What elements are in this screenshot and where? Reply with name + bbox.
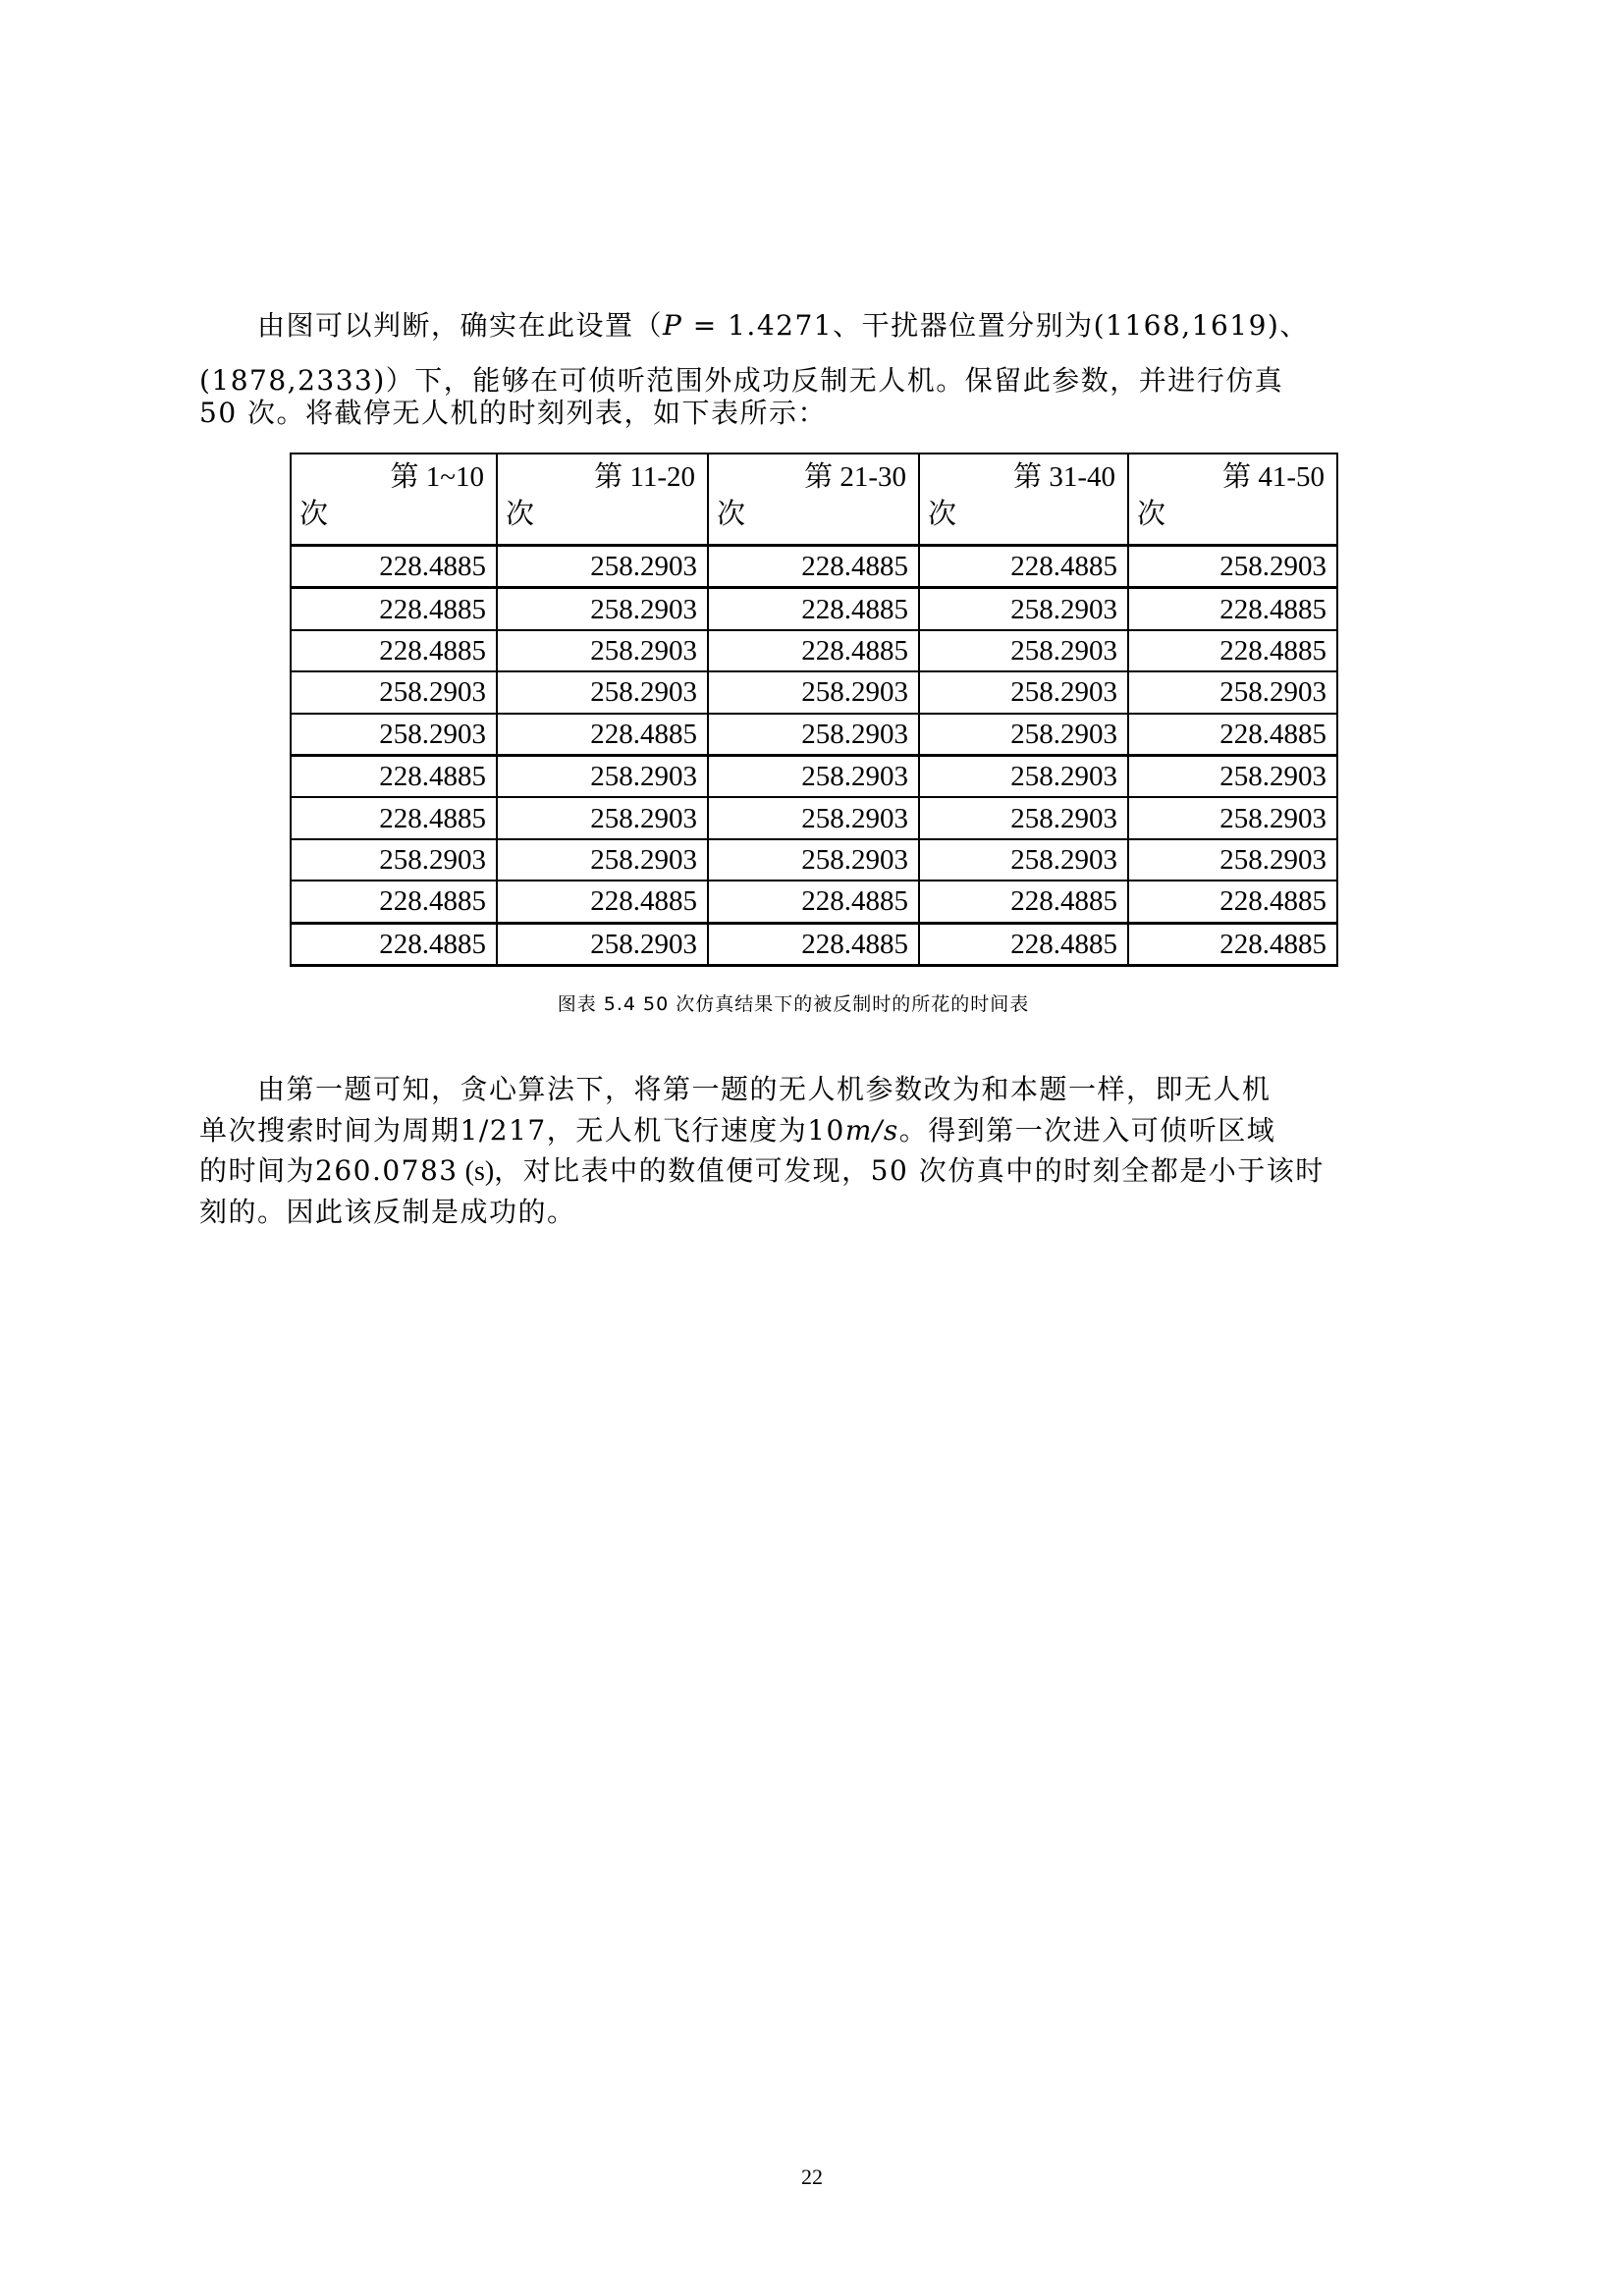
table-cell: 228.4885 [1128, 923, 1337, 965]
table-header-cell: 第 1~10 次 [291, 454, 497, 546]
table-cell: 258.2903 [497, 923, 708, 965]
table-row [291, 546, 1337, 588]
math-value: 10 [807, 1113, 845, 1147]
text-run: 由图可以判断，确实在此设置（ [257, 309, 664, 342]
table-cell: 258.2903 [708, 839, 919, 881]
table-cell: 258.2903 [708, 671, 919, 713]
unit-text: (s) [458, 1156, 495, 1187]
table-cell: 228.4885 [919, 546, 1128, 588]
table-cell: 258.2903 [497, 755, 708, 797]
page-number: 22 [801, 2164, 823, 2189]
text-run: 。得到第一次进入可侦听区域 [898, 1113, 1276, 1147]
table-cell: 258.2903 [1128, 755, 1337, 797]
table-cell: 228.4885 [291, 797, 497, 838]
table-cell: 258.2903 [497, 546, 708, 588]
text-run: 、干扰器位置分别为(1168,1619)、 [833, 309, 1309, 342]
table-cell: 228.4885 [919, 923, 1128, 965]
table-cell: 228.4885 [291, 881, 497, 923]
table-cell: 258.2903 [291, 714, 497, 756]
table-header-cell: 第 41-50 次 [1128, 454, 1337, 546]
table-cell: 258.2903 [291, 839, 497, 881]
table-caption [0, 989, 1624, 1016]
table-row [291, 839, 1337, 881]
table-cell: 228.4885 [497, 881, 708, 923]
table-cell: 258.2903 [708, 714, 919, 756]
paragraph-line [199, 1154, 1389, 1187]
paragraph-line [199, 1113, 1389, 1147]
table-cell: 228.4885 [1128, 630, 1337, 671]
math-expression [807, 1114, 899, 1147]
paragraph-line: (1878,2333)）下，能够在可侦听范围外成功反制无人机。保留此参数，并进行仿真 [199, 364, 1284, 397]
table-cell: 258.2903 [919, 797, 1128, 838]
text-run: 单次搜索时间为周期 [199, 1113, 460, 1147]
table-row [291, 630, 1337, 671]
math-expression: 1/217 [460, 1113, 547, 1147]
math-unit: m/s [844, 1113, 899, 1147]
table-cell: 228.4885 [291, 546, 497, 588]
table-cell: 258.2903 [919, 630, 1128, 671]
table-row [291, 923, 1337, 965]
table-cell: 228.4885 [291, 588, 497, 630]
table-header-row [291, 454, 1337, 546]
math-expression: 260.0783 [315, 1154, 459, 1187]
text-run: ，对比表中的数值便可发现，50 次仿真中的时刻全都是小于该时 [494, 1154, 1325, 1187]
table-cell: 228.4885 [1128, 714, 1337, 756]
results-table [290, 453, 1338, 967]
paragraph-line: 刻的。因此该反制是成功的。 [199, 1195, 576, 1228]
table-header-cell: 第 21-30 次 [708, 454, 919, 546]
table-cell: 228.4885 [1128, 588, 1337, 630]
table-cell: 228.4885 [708, 881, 919, 923]
table-cell: 228.4885 [291, 755, 497, 797]
paragraph-line [199, 309, 1389, 342]
table-cell: 258.2903 [497, 797, 708, 838]
paragraph-line: 由第一题可知，贪心算法下，将第一题的无人机参数改为和本题一样，即无人机 [257, 1073, 1272, 1105]
table-cell: 258.2903 [1128, 839, 1337, 881]
math-value: = 1.4271 [682, 309, 834, 342]
table-cell: 228.4885 [708, 923, 919, 965]
table-cell: 258.2903 [291, 671, 497, 713]
table-cell: 258.2903 [1128, 797, 1337, 838]
table-cell: 228.4885 [497, 714, 708, 756]
table-cell: 258.2903 [497, 630, 708, 671]
table-row [291, 797, 1337, 838]
table-header-cell: 第 31-40 次 [919, 454, 1128, 546]
table-cell: 258.2903 [1128, 546, 1337, 588]
table-row [291, 588, 1337, 630]
table-cell: 228.4885 [291, 923, 497, 965]
table-cell: 258.2903 [919, 671, 1128, 713]
table-cell: 258.2903 [708, 755, 919, 797]
table-cell: 228.4885 [708, 588, 919, 630]
table-cell: 228.4885 [919, 881, 1128, 923]
table-cell: 258.2903 [919, 588, 1128, 630]
caption-text: 图表 5.4 50 次仿真结果下的被反制时的所花的时间表 [557, 993, 1030, 1015]
table-row [291, 714, 1337, 756]
table-cell: 258.2903 [497, 588, 708, 630]
table-cell: 258.2903 [1128, 671, 1337, 713]
text-run: ，无人机飞行速度为 [546, 1113, 808, 1147]
table-cell: 228.4885 [708, 630, 919, 671]
math-variable: P [663, 309, 683, 342]
table-cell: 258.2903 [919, 755, 1128, 797]
table-row [291, 881, 1337, 923]
paragraph-intro [199, 309, 1389, 429]
table-cell: 228.4885 [291, 630, 497, 671]
table-cell: 258.2903 [708, 797, 919, 838]
table-row [291, 755, 1337, 797]
math-expression [663, 309, 833, 342]
table-cell: 258.2903 [919, 839, 1128, 881]
text-run: 的时间为 [199, 1154, 316, 1187]
table-cell: 228.4885 [1128, 881, 1337, 923]
table-cell: 228.4885 [708, 546, 919, 588]
table-cell: 258.2903 [919, 714, 1128, 756]
table-header-cell: 第 11-20 次 [497, 454, 708, 546]
table-cell: 258.2903 [497, 839, 708, 881]
table-cell: 258.2903 [497, 671, 708, 713]
table-row [291, 671, 1337, 713]
paragraph-line: 50 次。将截停无人机的时刻列表，如下表所示： [199, 397, 828, 429]
paragraph-conclusion [199, 1073, 1389, 1239]
